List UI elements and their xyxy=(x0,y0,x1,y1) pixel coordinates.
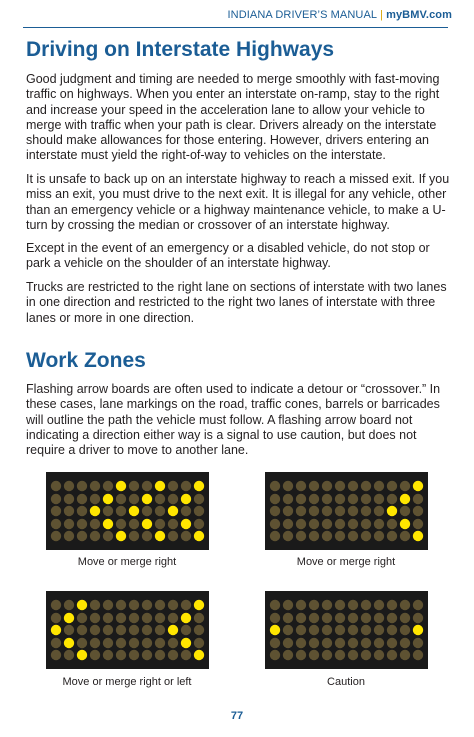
lamp-unlit xyxy=(348,625,358,635)
lamp-unlit xyxy=(181,625,191,635)
lamp-unlit xyxy=(194,519,204,529)
lamp-unlit xyxy=(142,650,152,660)
lamp-unlit xyxy=(194,625,204,635)
page-number: 77 xyxy=(230,710,244,722)
lamp-unlit xyxy=(51,600,61,610)
lamp-unlit xyxy=(309,613,319,623)
lamp-unlit xyxy=(296,531,306,541)
lamp-unlit xyxy=(270,613,280,623)
lamp-unlit xyxy=(335,625,345,635)
lamp-unlit xyxy=(309,506,319,516)
lamp-unlit xyxy=(64,481,74,491)
lamp-unlit xyxy=(142,531,152,541)
lamp-unlit xyxy=(309,625,319,635)
lamp-lit xyxy=(413,625,423,635)
lamp-lit xyxy=(194,650,204,660)
arrow-board-right-sequential xyxy=(265,472,428,550)
lamp-unlit xyxy=(116,613,126,623)
lamp-unlit xyxy=(322,531,332,541)
lamp-unlit xyxy=(90,638,100,648)
lamp-unlit xyxy=(64,519,74,529)
lamp-unlit xyxy=(322,494,332,504)
lamp-unlit xyxy=(168,481,178,491)
running-header xyxy=(228,9,453,21)
lamp-unlit xyxy=(181,481,191,491)
lamp-unlit xyxy=(322,650,332,660)
lamp-unlit xyxy=(116,600,126,610)
lamp-unlit xyxy=(361,638,371,648)
arrow-board-right-solid xyxy=(46,472,209,550)
lamp-unlit xyxy=(103,650,113,660)
lamp-unlit xyxy=(116,494,126,504)
lamp-unlit xyxy=(181,600,191,610)
lamp-unlit xyxy=(77,613,87,623)
lamp-unlit xyxy=(283,531,293,541)
lamp-unlit xyxy=(142,506,152,516)
lamp-unlit xyxy=(296,481,306,491)
lamp-unlit xyxy=(322,613,332,623)
lamp-unlit xyxy=(129,638,139,648)
lamp-unlit xyxy=(90,494,100,504)
lamp-unlit xyxy=(129,650,139,660)
lamp-unlit xyxy=(374,519,384,529)
lamp-lit xyxy=(77,650,87,660)
lamp-unlit xyxy=(374,481,384,491)
lamp-unlit xyxy=(387,481,397,491)
lamp-unlit xyxy=(322,519,332,529)
lamp-unlit xyxy=(348,613,358,623)
lamp-unlit xyxy=(142,638,152,648)
lamp-unlit xyxy=(374,650,384,660)
lamp-unlit xyxy=(194,613,204,623)
lamp-unlit xyxy=(270,519,280,529)
lamp-unlit xyxy=(116,638,126,648)
lamp-unlit xyxy=(374,494,384,504)
lamp-unlit xyxy=(142,600,152,610)
lamp-unlit xyxy=(64,625,74,635)
header-separator: | xyxy=(380,9,384,21)
lamp-unlit xyxy=(296,638,306,648)
lamp-unlit xyxy=(335,600,345,610)
lamp-unlit xyxy=(361,600,371,610)
lamp-unlit xyxy=(374,600,384,610)
lamp-unlit xyxy=(335,531,345,541)
lamp-lit xyxy=(181,638,191,648)
lamp-unlit xyxy=(64,650,74,660)
arrow-board-double-arrow xyxy=(46,591,209,669)
lamp-unlit xyxy=(155,650,165,660)
lamp-lit xyxy=(142,519,152,529)
lamp-unlit xyxy=(129,613,139,623)
lamp-unlit xyxy=(283,494,293,504)
lamp-unlit xyxy=(374,531,384,541)
lamp-unlit xyxy=(348,506,358,516)
lamp-unlit xyxy=(387,650,397,660)
lamp-unlit xyxy=(270,531,280,541)
lamp-lit xyxy=(181,613,191,623)
lamp-lit xyxy=(129,506,139,516)
lamp-lit xyxy=(413,531,423,541)
lamp-unlit xyxy=(155,625,165,635)
lamp-unlit xyxy=(361,519,371,529)
lamp-unlit xyxy=(335,650,345,660)
lamp-lit xyxy=(103,519,113,529)
lamp-unlit xyxy=(90,613,100,623)
lamp-unlit xyxy=(270,600,280,610)
lamp-unlit xyxy=(309,519,319,529)
lamp-unlit xyxy=(283,613,293,623)
lamp-unlit xyxy=(361,613,371,623)
lamp-unlit xyxy=(283,481,293,491)
lamp-unlit xyxy=(283,600,293,610)
lamp-lit xyxy=(413,481,423,491)
lamp-unlit xyxy=(296,613,306,623)
lamp-unlit xyxy=(413,600,423,610)
lamp-unlit xyxy=(309,494,319,504)
lamp-unlit xyxy=(387,638,397,648)
lamp-unlit xyxy=(129,494,139,504)
lamp-unlit xyxy=(51,613,61,623)
lamp-unlit xyxy=(322,600,332,610)
lamp-unlit xyxy=(51,481,61,491)
lamp-lit xyxy=(270,625,280,635)
arrow-board-caption: Move or merge right xyxy=(296,556,396,568)
lamp-unlit xyxy=(361,506,371,516)
lamp-lit xyxy=(194,481,204,491)
lamp-unlit xyxy=(270,638,280,648)
lamp-unlit xyxy=(400,481,410,491)
lamp-lit xyxy=(51,625,61,635)
lamp-unlit xyxy=(335,638,345,648)
lamp-unlit xyxy=(374,638,384,648)
lamp-unlit xyxy=(77,625,87,635)
lamp-unlit xyxy=(413,519,423,529)
lamp-lit xyxy=(194,600,204,610)
lamp-unlit xyxy=(194,494,204,504)
lamp-unlit xyxy=(51,531,61,541)
lamp-unlit xyxy=(387,613,397,623)
lamp-unlit xyxy=(51,638,61,648)
lamp-unlit xyxy=(168,494,178,504)
lamp-unlit xyxy=(103,625,113,635)
lamp-unlit xyxy=(387,600,397,610)
lamp-unlit xyxy=(283,650,293,660)
lamp-unlit xyxy=(64,494,74,504)
lamp-lit xyxy=(155,481,165,491)
lamp-unlit xyxy=(283,519,293,529)
lamp-unlit xyxy=(374,625,384,635)
lamp-lit xyxy=(64,613,74,623)
lamp-matrix xyxy=(46,591,209,669)
lamp-unlit xyxy=(387,531,397,541)
lamp-unlit xyxy=(90,600,100,610)
paragraph-trucks: Trucks are restricted to the right lane on sections of interstate with two lanes in one direction and restricted to the right two lanes of interstate with three lanes or more in one direction. xyxy=(26,280,447,325)
lamp-unlit xyxy=(335,481,345,491)
lamp-lit xyxy=(194,531,204,541)
lamp-unlit xyxy=(335,519,345,529)
arrow-board-caution xyxy=(265,591,428,669)
lamp-unlit xyxy=(335,494,345,504)
lamp-lit xyxy=(77,600,87,610)
lamp-unlit xyxy=(103,600,113,610)
lamp-lit xyxy=(103,494,113,504)
lamp-unlit xyxy=(155,494,165,504)
lamp-unlit xyxy=(142,481,152,491)
lamp-unlit xyxy=(168,531,178,541)
lamp-unlit xyxy=(77,531,87,541)
lamp-unlit xyxy=(413,650,423,660)
lamp-unlit xyxy=(413,638,423,648)
lamp-lit xyxy=(142,494,152,504)
lamp-unlit xyxy=(361,494,371,504)
lamp-unlit xyxy=(348,650,358,660)
brand-link[interactable]: myBMV.com xyxy=(386,9,452,21)
paragraph-merging: Good judgment and timing are needed to merge smoothly with fast-moving traffic on highways. When you enter an interstate on-ramp, stay to the right and increase your speed in the acceleration lane to allow your vehicle to merge with traffic when your path is clear. Drivers already on the interstate should make allowances for those entering. However, drivers entering an interstate must yield the right-of-way to vehicles on the interstate. xyxy=(26,72,440,163)
lamp-unlit xyxy=(296,494,306,504)
lamp-unlit xyxy=(283,638,293,648)
lamp-unlit xyxy=(283,506,293,516)
lamp-unlit xyxy=(168,650,178,660)
lamp-unlit xyxy=(103,481,113,491)
lamp-unlit xyxy=(400,600,410,610)
lamp-unlit xyxy=(168,638,178,648)
lamp-unlit xyxy=(335,506,345,516)
lamp-unlit xyxy=(129,625,139,635)
header-rule xyxy=(23,27,448,28)
lamp-unlit xyxy=(309,638,319,648)
lamp-unlit xyxy=(309,481,319,491)
lamp-unlit xyxy=(348,600,358,610)
section-title-work-zones: Work Zones xyxy=(26,349,146,372)
lamp-unlit xyxy=(322,638,332,648)
lamp-unlit xyxy=(348,638,358,648)
lamp-unlit xyxy=(77,506,87,516)
lamp-unlit xyxy=(51,506,61,516)
paragraph-arrow-boards: Flashing arrow boards are often used to indicate a detour or “crossover.” In these cases, lane markings on the road, traffic cones, barrels or barricades will outline the path the vehicle must follow. A flashing arrow board not indicating a direction either way is a signal to use caution, but does not require a driver to move to another lane. xyxy=(26,382,441,458)
lamp-unlit xyxy=(77,638,87,648)
lamp-unlit xyxy=(64,506,74,516)
lamp-lit xyxy=(168,625,178,635)
lamp-unlit xyxy=(90,625,100,635)
lamp-unlit xyxy=(270,650,280,660)
lamp-unlit xyxy=(181,531,191,541)
lamp-unlit xyxy=(116,519,126,529)
lamp-unlit xyxy=(168,519,178,529)
lamp-lit xyxy=(387,506,397,516)
lamp-unlit xyxy=(400,531,410,541)
lamp-lit xyxy=(64,638,74,648)
lamp-unlit xyxy=(348,519,358,529)
paragraph-missed-exit: It is unsafe to back up on an interstate highway to reach a missed exit. If you miss an exit, you must drive to the next exit. It is illegal for any vehicle, other than an emergency vehicle or a highway maintenance vehicle, to make a U-turn by crossing the median or crossover of an interstate highway. xyxy=(26,172,450,232)
lamp-unlit xyxy=(90,531,100,541)
lamp-unlit xyxy=(77,519,87,529)
lamp-unlit xyxy=(90,650,100,660)
lamp-unlit xyxy=(413,613,423,623)
lamp-unlit xyxy=(77,494,87,504)
lamp-unlit xyxy=(361,625,371,635)
lamp-unlit xyxy=(322,506,332,516)
lamp-unlit xyxy=(296,506,306,516)
lamp-lit xyxy=(155,531,165,541)
lamp-unlit xyxy=(103,531,113,541)
lamp-unlit xyxy=(322,625,332,635)
lamp-unlit xyxy=(400,613,410,623)
lamp-unlit xyxy=(51,519,61,529)
lamp-lit xyxy=(181,519,191,529)
lamp-unlit xyxy=(413,506,423,516)
lamp-lit xyxy=(181,494,191,504)
lamp-unlit xyxy=(387,625,397,635)
lamp-unlit xyxy=(309,531,319,541)
lamp-unlit xyxy=(296,625,306,635)
lamp-unlit xyxy=(270,481,280,491)
paragraph-shoulder: Except in the event of an emergency or a disabled vehicle, do not stop or park a vehicle on the shoulder of an interstate highway. xyxy=(26,241,430,271)
lamp-unlit xyxy=(51,650,61,660)
lamp-unlit xyxy=(361,531,371,541)
lamp-unlit xyxy=(309,650,319,660)
lamp-unlit xyxy=(103,613,113,623)
lamp-unlit xyxy=(387,519,397,529)
lamp-unlit xyxy=(348,494,358,504)
lamp-unlit xyxy=(51,494,61,504)
lamp-unlit xyxy=(155,519,165,529)
lamp-unlit xyxy=(309,600,319,610)
lamp-lit xyxy=(168,506,178,516)
lamp-unlit xyxy=(129,531,139,541)
lamp-matrix xyxy=(46,472,209,550)
lamp-unlit xyxy=(361,481,371,491)
arrow-board-caption: Caution xyxy=(327,676,365,688)
arrow-board-caption: Move or merge right or left xyxy=(62,676,192,688)
lamp-matrix xyxy=(265,591,428,669)
arrow-board-caption: Move or merge right xyxy=(77,556,177,568)
lamp-unlit xyxy=(103,638,113,648)
lamp-unlit xyxy=(387,494,397,504)
lamp-unlit xyxy=(322,481,332,491)
lamp-unlit xyxy=(116,625,126,635)
lamp-unlit xyxy=(296,650,306,660)
lamp-unlit xyxy=(90,481,100,491)
lamp-unlit xyxy=(413,494,423,504)
lamp-unlit xyxy=(103,506,113,516)
lamp-unlit xyxy=(155,638,165,648)
lamp-unlit xyxy=(400,625,410,635)
lamp-lit xyxy=(90,506,100,516)
lamp-lit xyxy=(400,494,410,504)
lamp-unlit xyxy=(374,613,384,623)
lamp-lit xyxy=(116,531,126,541)
lamp-unlit xyxy=(77,481,87,491)
lamp-unlit xyxy=(270,506,280,516)
lamp-unlit xyxy=(168,613,178,623)
manual-title: INDIANA DRIVER’S MANUAL xyxy=(227,9,378,21)
lamp-unlit xyxy=(116,650,126,660)
lamp-unlit xyxy=(90,519,100,529)
lamp-unlit xyxy=(400,650,410,660)
lamp-lit xyxy=(400,519,410,529)
lamp-unlit xyxy=(129,600,139,610)
lamp-unlit xyxy=(142,613,152,623)
lamp-unlit xyxy=(348,481,358,491)
section-title-interstate: Driving on Interstate Highways xyxy=(26,38,335,61)
lamp-unlit xyxy=(194,506,204,516)
lamp-matrix xyxy=(265,472,428,550)
lamp-unlit xyxy=(116,506,126,516)
lamp-unlit xyxy=(296,600,306,610)
lamp-unlit xyxy=(400,506,410,516)
lamp-unlit xyxy=(129,481,139,491)
lamp-unlit xyxy=(129,519,139,529)
lamp-unlit xyxy=(181,650,191,660)
lamp-unlit xyxy=(296,519,306,529)
lamp-unlit xyxy=(361,650,371,660)
lamp-unlit xyxy=(283,625,293,635)
lamp-unlit xyxy=(181,506,191,516)
lamp-unlit xyxy=(194,638,204,648)
lamp-unlit xyxy=(155,613,165,623)
lamp-unlit xyxy=(270,494,280,504)
lamp-unlit xyxy=(64,600,74,610)
lamp-unlit xyxy=(168,600,178,610)
lamp-unlit xyxy=(155,600,165,610)
lamp-unlit xyxy=(400,638,410,648)
lamp-unlit xyxy=(64,531,74,541)
lamp-unlit xyxy=(155,506,165,516)
lamp-lit xyxy=(116,481,126,491)
lamp-unlit xyxy=(335,613,345,623)
lamp-unlit xyxy=(374,506,384,516)
lamp-unlit xyxy=(142,625,152,635)
lamp-unlit xyxy=(348,531,358,541)
